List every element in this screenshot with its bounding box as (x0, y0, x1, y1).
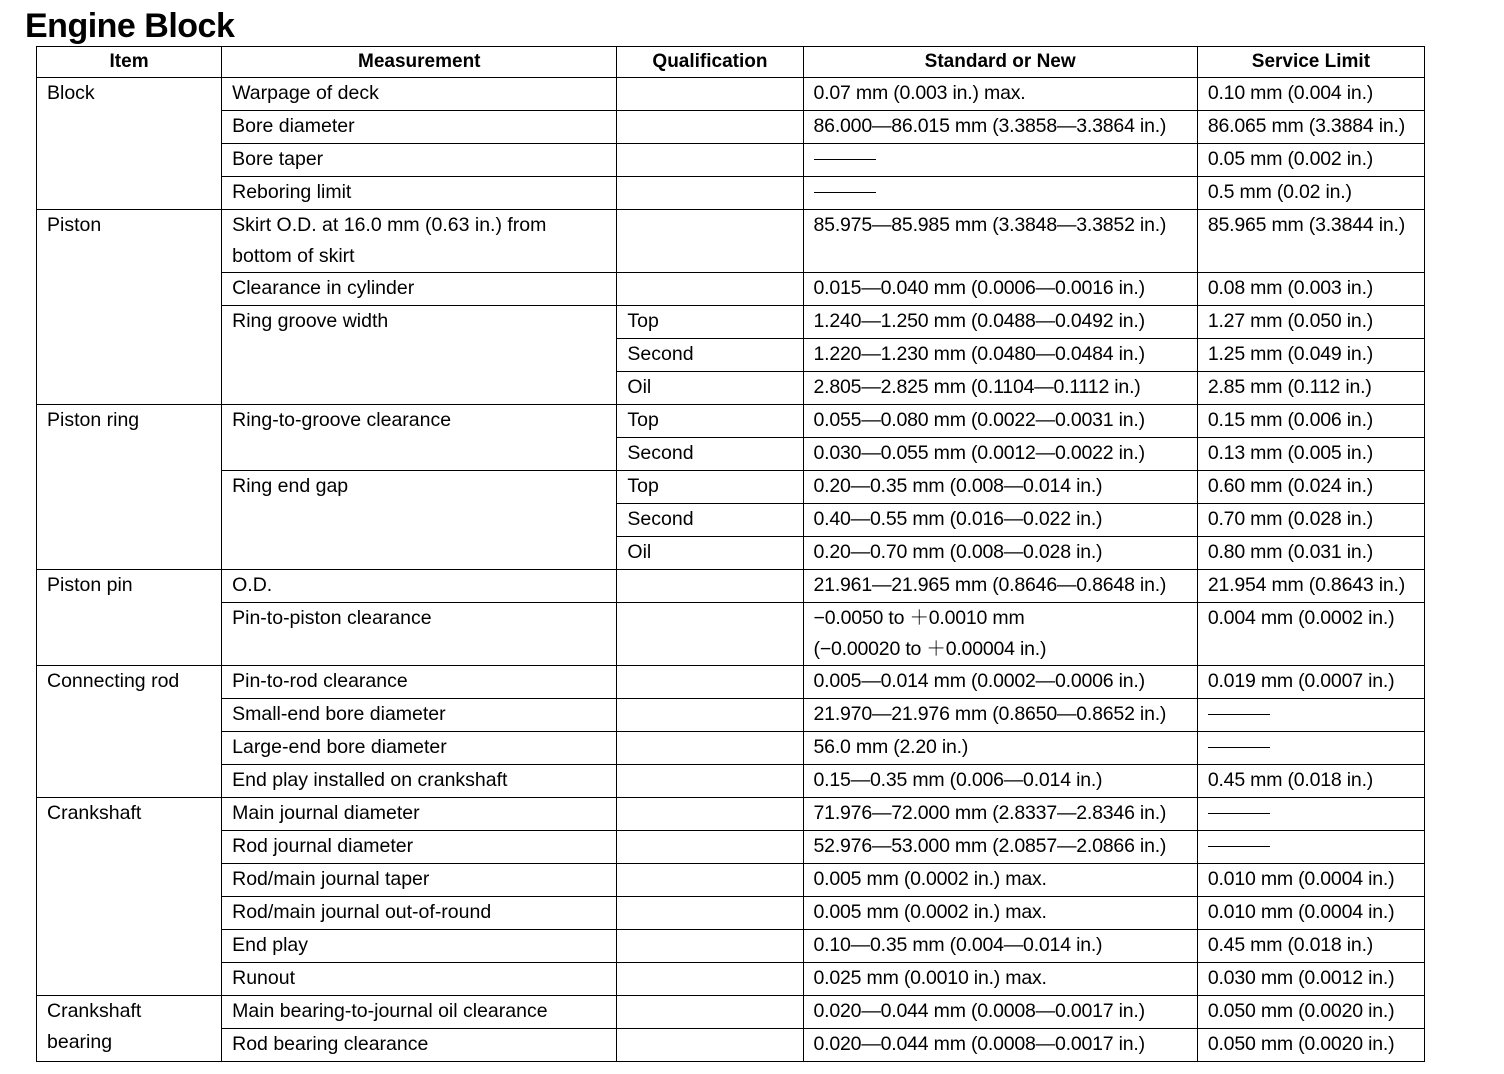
service-limit-cell: 0.010 mm (0.0004 in.) (1197, 864, 1424, 897)
table-row (37, 765, 1425, 798)
table-row (37, 111, 1425, 144)
service-limit-cell: 0.010 mm (0.0004 in.) (1197, 897, 1424, 930)
qualification-cell: Second (617, 438, 803, 471)
table-row (37, 1029, 1425, 1062)
standard-cell: 71.976—72.000 mm (2.8337—2.8346 in.) (803, 798, 1197, 831)
service-limit-cell: 0.030 mm (0.0012 in.) (1197, 963, 1424, 996)
standard-cell: 52.976—53.000 mm (2.0857—2.0866 in.) (803, 831, 1197, 864)
standard-cell: 1.220—1.230 mm (0.0480—0.0484 in.) (803, 339, 1197, 372)
qualification-cell (617, 765, 803, 798)
measurement-cell: End play (222, 930, 617, 963)
standard-cell: 0.030—0.055 mm (0.0012—0.0022 in.) (803, 438, 1197, 471)
measurement-cell: Bore diameter (222, 111, 617, 144)
table-row (37, 78, 1425, 111)
qualification-cell (617, 111, 803, 144)
service-limit-cell: 21.954 mm (0.8643 in.) (1197, 570, 1424, 603)
item-crankshaft: Crankshaft (37, 798, 222, 996)
page-title: Engine Block (25, 7, 235, 45)
measurement-cell: Runout (222, 963, 617, 996)
standard-line: −0.0050 to ＋0.0010 mm (813, 607, 1025, 629)
service-limit-cell: 0.70 mm (0.028 in.) (1197, 504, 1424, 537)
qualification-cell: Top (617, 306, 803, 339)
header-qualification: Qualification (617, 47, 803, 78)
standard-cell: 0.020—0.044 mm (0.0008—0.0017 in.) (803, 996, 1197, 1029)
item-block: Block (37, 78, 222, 210)
qualification-cell (617, 78, 803, 111)
qualification-cell (617, 930, 803, 963)
table-row (37, 666, 1425, 699)
qualification-cell (617, 996, 803, 1029)
header-row (37, 47, 1425, 78)
measurement-cell: Clearance in cylinder (222, 273, 617, 306)
item-piston-pin: Piston pin (37, 570, 222, 666)
table-row (37, 897, 1425, 930)
measurement-cell: Rod/main journal out-of-round (222, 897, 617, 930)
measurement-line: bottom of skirt (232, 245, 355, 267)
service-limit-cell: 1.27 mm (0.050 in.) (1197, 306, 1424, 339)
qualification-cell (617, 570, 803, 603)
service-limit-cell: 0.050 mm (0.0020 in.) (1197, 1029, 1424, 1062)
not-applicable-dash (1208, 813, 1270, 814)
table-row (37, 144, 1425, 177)
service-limit-cell (1197, 798, 1424, 831)
table-row (37, 471, 1425, 504)
standard-cell: 0.055—0.080 mm (0.0022—0.0031 in.) (803, 405, 1197, 438)
standard-cell: 0.20—0.70 mm (0.008—0.028 in.) (803, 537, 1197, 570)
table-row (37, 732, 1425, 765)
header-standard: Standard or New (803, 47, 1197, 78)
service-limit-cell: 2.85 mm (0.112 in.) (1197, 372, 1424, 405)
qualification-cell (617, 798, 803, 831)
item-piston-ring: Piston ring (37, 405, 222, 570)
standard-cell (803, 603, 1197, 666)
standard-line: (−0.00020 to ＋0.00004 in.) (813, 638, 1047, 660)
standard-cell: 56.0 mm (2.20 in.) (803, 732, 1197, 765)
qualification-cell (617, 699, 803, 732)
item-crankshaft-bearing (37, 996, 222, 1062)
qualification-cell (617, 273, 803, 306)
header-service-limit: Service Limit (1197, 47, 1424, 78)
qualification-cell (617, 666, 803, 699)
qualification-cell (617, 831, 803, 864)
item-piston: Piston (37, 210, 222, 405)
standard-cell: 0.005 mm (0.0002 in.) max. (803, 864, 1197, 897)
measurement-cell (222, 210, 617, 273)
qualification-cell: Second (617, 339, 803, 372)
measurement-cell: End play installed on crankshaft (222, 765, 617, 798)
service-limit-cell: 1.25 mm (0.049 in.) (1197, 339, 1424, 372)
qualification-cell (617, 963, 803, 996)
measurement-cell: Ring groove width (222, 306, 617, 405)
measurement-cell: O.D. (222, 570, 617, 603)
standard-cell: 86.000—86.015 mm (3.3858—3.3864 in.) (803, 111, 1197, 144)
standard-cell: 2.805—2.825 mm (0.1104—0.1112 in.) (803, 372, 1197, 405)
measurement-cell: Rod/main journal taper (222, 864, 617, 897)
service-limit-cell: 0.80 mm (0.031 in.) (1197, 537, 1424, 570)
qualification-cell (617, 144, 803, 177)
service-limit-cell (1197, 831, 1424, 864)
service-limit-cell (1197, 699, 1424, 732)
qualification-cell (617, 864, 803, 897)
service-limit-cell: 0.45 mm (0.018 in.) (1197, 930, 1424, 963)
qualification-cell (617, 897, 803, 930)
table-row (37, 177, 1425, 210)
item-connecting-rod: Connecting rod (37, 666, 222, 798)
table-row (37, 273, 1425, 306)
standard-cell: 85.975—85.985 mm (3.3848—3.3852 in.) (803, 210, 1197, 273)
table-row (37, 570, 1425, 603)
measurement-cell: Rod journal diameter (222, 831, 617, 864)
item-line: Crankshaft (47, 1000, 142, 1022)
service-limit-cell: 0.15 mm (0.006 in.) (1197, 405, 1424, 438)
measurement-cell: Large-end bore diameter (222, 732, 617, 765)
qualification-cell (617, 732, 803, 765)
table-row (37, 405, 1425, 438)
qualification-cell (617, 1029, 803, 1062)
measurement-cell: Main bearing-to-journal oil clearance (222, 996, 617, 1029)
service-limit-cell: 0.13 mm (0.005 in.) (1197, 438, 1424, 471)
measurement-cell: Rod bearing clearance (222, 1029, 617, 1062)
standard-cell: 0.015—0.040 mm (0.0006—0.0016 in.) (803, 273, 1197, 306)
standard-cell: 0.005—0.014 mm (0.0002—0.0006 in.) (803, 666, 1197, 699)
qualification-cell (617, 177, 803, 210)
table-row (37, 603, 1425, 666)
not-applicable-dash (1208, 714, 1270, 715)
table-row (37, 798, 1425, 831)
standard-cell: 0.10—0.35 mm (0.004—0.014 in.) (803, 930, 1197, 963)
qualification-cell: Oil (617, 537, 803, 570)
table-row (37, 306, 1425, 339)
standard-cell: 0.020—0.044 mm (0.0008—0.0017 in.) (803, 1029, 1197, 1062)
standard-cell: 0.07 mm (0.003 in.) max. (803, 78, 1197, 111)
service-limit-cell: 0.050 mm (0.0020 in.) (1197, 996, 1424, 1029)
standard-cell: 0.025 mm (0.0010 in.) max. (803, 963, 1197, 996)
service-limit-cell: 0.45 mm (0.018 in.) (1197, 765, 1424, 798)
table-row (37, 996, 1425, 1029)
standard-cell: 1.240—1.250 mm (0.0488—0.0492 in.) (803, 306, 1197, 339)
measurement-cell: Ring end gap (222, 471, 617, 570)
service-limit-cell: 0.004 mm (0.0002 in.) (1197, 603, 1424, 666)
service-limit-cell: 0.019 mm (0.0007 in.) (1197, 666, 1424, 699)
measurement-cell: Pin-to-piston clearance (222, 603, 617, 666)
measurement-line: Skirt O.D. at 16.0 mm (0.63 in.) from (232, 214, 547, 236)
table-row (37, 699, 1425, 732)
qualification-cell: Top (617, 405, 803, 438)
service-limit-cell: 0.05 mm (0.002 in.) (1197, 144, 1424, 177)
measurement-cell: Ring-to-groove clearance (222, 405, 617, 471)
header-measurement: Measurement (222, 47, 617, 78)
standard-cell (803, 177, 1197, 210)
measurement-cell: Small-end bore diameter (222, 699, 617, 732)
standard-cell: 21.961—21.965 mm (0.8646—0.8648 in.) (803, 570, 1197, 603)
service-limit-cell: 0.10 mm (0.004 in.) (1197, 78, 1424, 111)
measurement-cell: Warpage of deck (222, 78, 617, 111)
service-limit-cell: 86.065 mm (3.3884 in.) (1197, 111, 1424, 144)
qualification-cell: Second (617, 504, 803, 537)
standard-cell: 0.15—0.35 mm (0.006—0.014 in.) (803, 765, 1197, 798)
item-line: bearing (47, 1031, 113, 1053)
standard-cell (803, 144, 1197, 177)
measurement-cell: Bore taper (222, 144, 617, 177)
standard-cell: 21.970—21.976 mm (0.8650—0.8652 in.) (803, 699, 1197, 732)
qualification-cell (617, 603, 803, 666)
not-applicable-dash (814, 159, 876, 160)
service-limit-cell: 85.965 mm (3.3844 in.) (1197, 210, 1424, 273)
service-limit-cell: 0.60 mm (0.024 in.) (1197, 471, 1424, 504)
table-row (37, 864, 1425, 897)
not-applicable-dash (814, 192, 876, 193)
measurement-cell: Pin-to-rod clearance (222, 666, 617, 699)
qualification-cell (617, 210, 803, 273)
service-limit-cell (1197, 732, 1424, 765)
service-limit-cell: 0.5 mm (0.02 in.) (1197, 177, 1424, 210)
standard-cell: 0.005 mm (0.0002 in.) max. (803, 897, 1197, 930)
standard-cell: 0.40—0.55 mm (0.016—0.022 in.) (803, 504, 1197, 537)
not-applicable-dash (1208, 846, 1270, 847)
engine-block-spec-table (36, 46, 1425, 1062)
header-item: Item (37, 47, 222, 78)
not-applicable-dash (1208, 747, 1270, 748)
measurement-cell: Main journal diameter (222, 798, 617, 831)
table-row (37, 831, 1425, 864)
table-row (37, 963, 1425, 996)
service-limit-cell: 0.08 mm (0.003 in.) (1197, 273, 1424, 306)
table-row (37, 210, 1425, 273)
standard-cell: 0.20—0.35 mm (0.008—0.014 in.) (803, 471, 1197, 504)
qualification-cell: Oil (617, 372, 803, 405)
measurement-cell: Reboring limit (222, 177, 617, 210)
table-row (37, 930, 1425, 963)
qualification-cell: Top (617, 471, 803, 504)
